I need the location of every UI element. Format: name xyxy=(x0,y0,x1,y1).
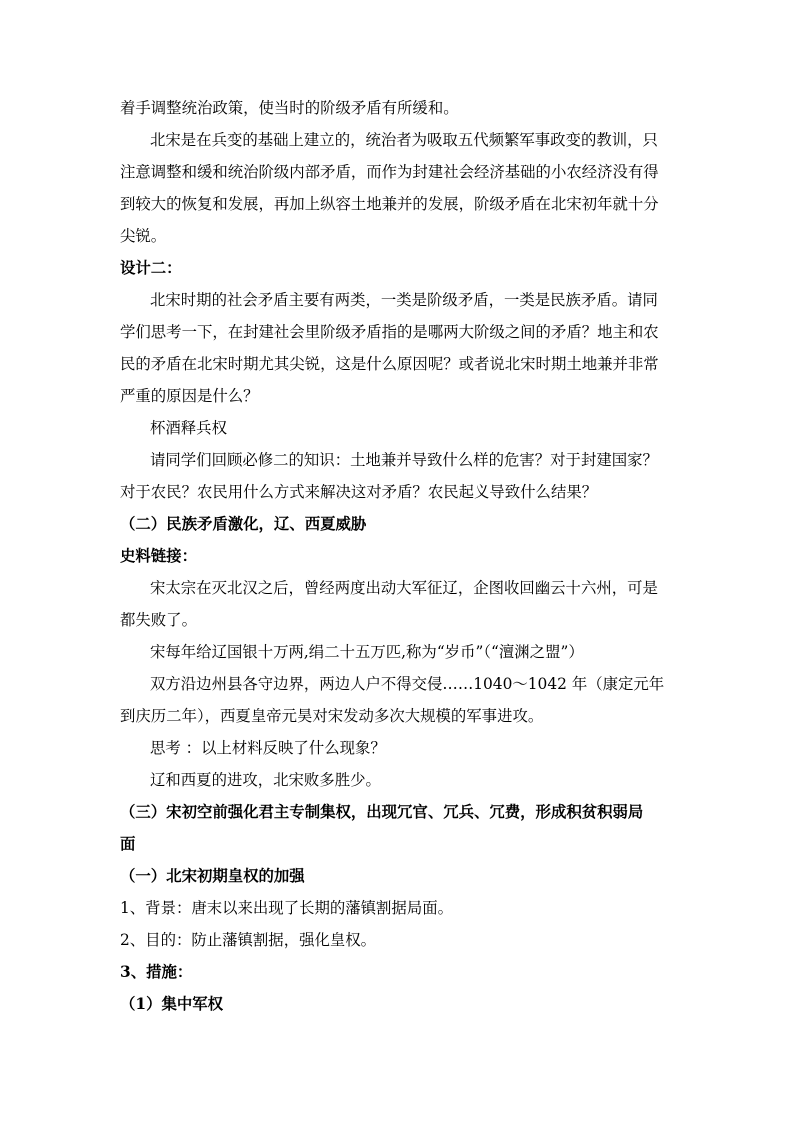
section-heading: 面 xyxy=(120,835,136,853)
list-item: 2、目的：防止藩镇割据，强化皇权。 xyxy=(120,931,377,949)
list-item: 1、背景：唐末以来出现了长期的藩镇割据局面。 xyxy=(120,899,453,917)
list-item: （1）集中军权 xyxy=(120,995,224,1013)
paragraph-line: 到较大的恢复和发展，再加上纵容土地兼并的发展，阶级矛盾在北宋初年就十分 xyxy=(120,195,659,213)
section-heading: 设计二： xyxy=(120,259,182,277)
paragraph-line: 辽和西夏的进攻，北宋败多胜少。 xyxy=(150,771,381,789)
paragraph-line: 思考 ：以上材料反映了什么现象？ xyxy=(150,739,386,757)
paragraph-line: 请同学们回顾必修二的知识：土地兼并导致什么样的危害？对于封建国家？ xyxy=(150,451,658,469)
section-heading: （一）北宋初期皇权的加强 xyxy=(120,867,305,885)
paragraph-line: 北宋时期的社会矛盾主要有两类，一类是阶级矛盾，一类是民族矛盾。请同 xyxy=(150,291,658,309)
paragraph-line: 对于农民？农民用什么方式来解决这对矛盾？农民起义导致什么结果？ xyxy=(120,483,598,501)
paragraph-line: 严重的原因是什么？ xyxy=(120,387,259,405)
paragraph-line: 杯酒释兵权 xyxy=(150,419,227,437)
paragraph-line: 宋太宗在灭北汉之后，曾经两度出动大军征辽，企图收回幽云十六州，可是 xyxy=(150,579,658,597)
paragraph-line: 民的矛盾在北宋时期尤其尖锐，这是什么原因呢？或者说北宋时期土地兼并非常 xyxy=(120,355,659,373)
list-item: 3、措施： xyxy=(120,963,193,981)
paragraph-line: 到庆历二年），西夏皇帝元昊对宋发动多次大规模的军事进攻。 xyxy=(120,707,544,725)
section-heading: 史料链接： xyxy=(120,547,197,565)
paragraph-line: 学们思考一下，在封建社会里阶级矛盾指的是哪两大阶级之间的矛盾？地主和农 xyxy=(120,323,659,341)
paragraph-line: 双方沿边州县各守边界，两边人户不得交侵……1040～1042 年（康定元年 xyxy=(150,675,665,693)
paragraph-line: 宋每年给辽国银十万两,绢二十五万匹,称为“岁币”（“澶渊之盟”） xyxy=(150,643,584,661)
paragraph-line: 着手调整统治政策，使当时的阶级矛盾有所缓和。 xyxy=(120,99,459,117)
section-heading: （二）民族矛盾激化，辽、西夏威胁 xyxy=(120,515,367,533)
paragraph-line: 都失败了。 xyxy=(120,611,197,629)
section-heading: （三）宋初空前强化君主专制集权，出现冗官、冗兵、冗费，形成积贫积弱局 xyxy=(120,803,644,821)
paragraph-line: 注意调整和缓和统治阶级内部矛盾，而作为封建社会经济基础的小农经济没有得 xyxy=(120,163,659,181)
paragraph-line: 尖锐。 xyxy=(120,227,167,245)
paragraph-line: 北宋是在兵变的基础上建立的，统治者为吸取五代频繁军事政变的教训，只 xyxy=(150,131,658,149)
